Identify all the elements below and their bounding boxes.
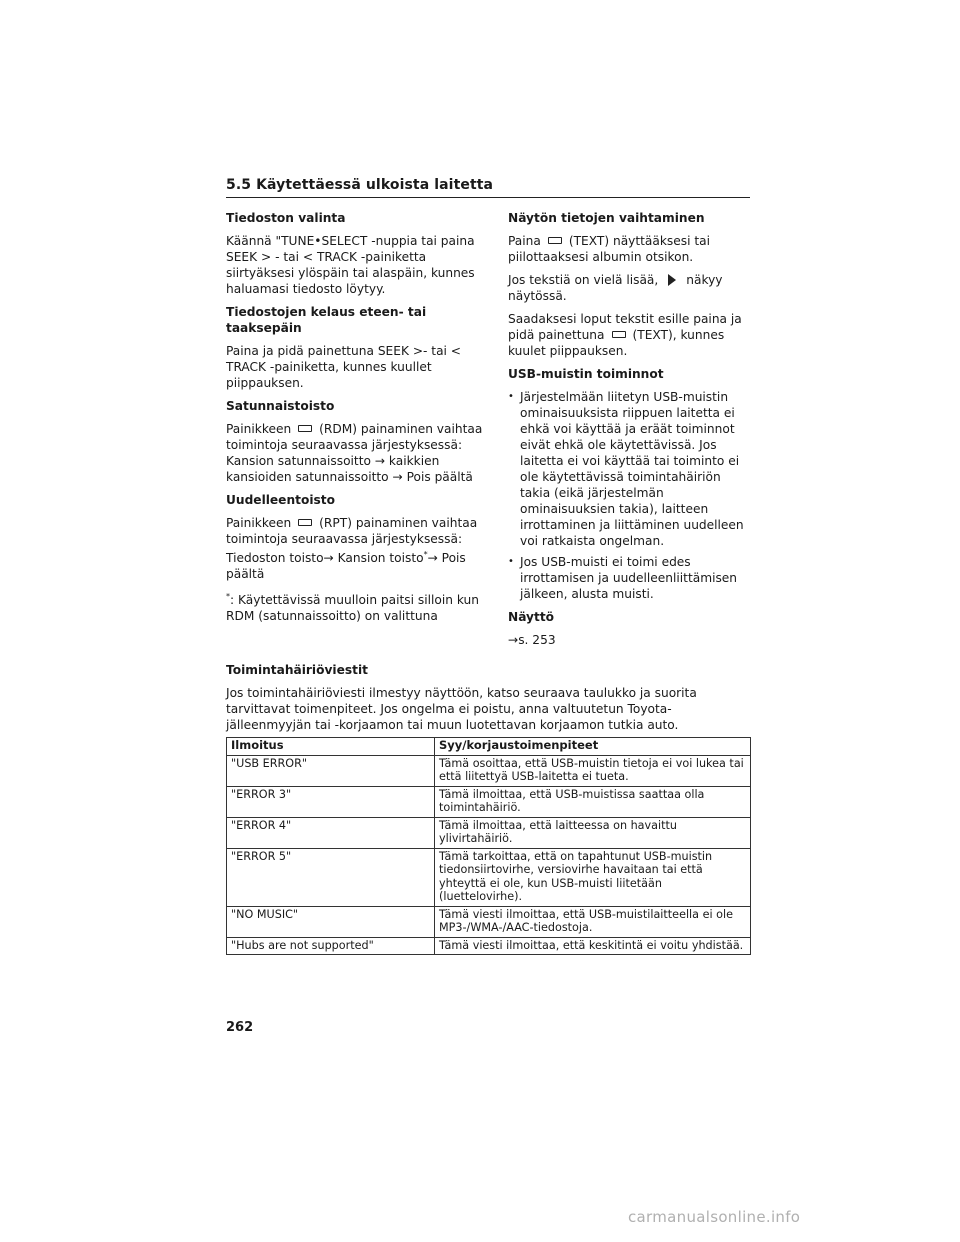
errors-heading: Toimintahäiriöviestit xyxy=(226,663,368,677)
display-info-p2-before: Jos tekstiä on vielä lisää, xyxy=(508,273,659,287)
display-info-p1-before: Paina xyxy=(508,234,541,248)
usb-heading: USB-muistin toiminnot xyxy=(508,367,664,381)
left-column xyxy=(226,210,488,631)
text-button-icon xyxy=(612,331,626,338)
table-row xyxy=(227,786,751,817)
table-row xyxy=(227,906,751,937)
footnote xyxy=(226,589,488,624)
message-cell: "NO MUSIC" xyxy=(227,906,435,937)
error-messages-table xyxy=(226,737,751,955)
cause-cell: Tämä ilmoittaa, että USB-muistissa saattaa olla toimintahäiriö. xyxy=(435,786,751,817)
cause-cell: Tämä viesti ilmoittaa, että keskitintä ei voitu yhdistää. xyxy=(435,937,751,955)
cause-cell: Tämä tarkoittaa, että on tapahtunut USB-muistin tiedonsiirtovirhe, versiovirhe havaitaan tai että yhteyttä ei ole, kun USB-muisti liitetään (luettelovirhe). xyxy=(435,848,751,906)
repeat-text-before: Painikkeen xyxy=(226,516,292,530)
display-info-p1 xyxy=(508,233,753,265)
display-page-reference: →s. 253 xyxy=(508,633,556,647)
random-text xyxy=(226,421,488,485)
random-heading: Satunnaistoisto xyxy=(226,399,335,413)
repeat-text-after: (RPT) painaminen vaihtaa toimintoja seuraavassa järjestyksessä: Tiedoston toisto→ Kansion toisto xyxy=(226,516,478,566)
repeat-asterisk: * xyxy=(423,550,428,559)
more-text-arrow-icon xyxy=(668,274,676,286)
display-info-p3-after: (TEXT), kunnes kuulet piippauksen. xyxy=(508,328,725,358)
list-item: • Jos USB-muisti ei toimi edes irrottamisen ja uudelleenliittämisen jälkeen, alusta muisti. xyxy=(508,554,753,602)
repeat-text xyxy=(226,515,488,582)
display-info-p3 xyxy=(508,311,753,359)
display-info-heading: Näytön tietojen vaihtaminen xyxy=(508,211,705,225)
right-column xyxy=(508,210,753,655)
display-heading: Näyttö xyxy=(508,610,555,624)
fast-forward-heading: Tiedostojen kelaus eteen- tai taaksepäin xyxy=(226,305,427,335)
file-select-heading: Tiedoston valinta xyxy=(226,211,346,225)
fast-forward-text: Paina ja pidä painettuna SEEK >- tai < TRACK -painiketta, kunnes kuullet piippauksen. xyxy=(226,344,462,390)
repeat-heading: Uudelleentoisto xyxy=(226,493,335,507)
cause-cell: Tämä ilmoittaa, että laitteessa on havaittu ylivirtahäiriö. xyxy=(435,817,751,848)
errors-section xyxy=(226,662,752,740)
column-header-message: Ilmoitus xyxy=(227,738,435,756)
table-row xyxy=(227,817,751,848)
table-header-row xyxy=(227,738,751,756)
cause-cell: Tämä viesti ilmoittaa, että USB-muistilaitteella ei ole MP3-/WMA-/AAC-tiedostoja. xyxy=(435,906,751,937)
file-select-text: Käännä "TUNE•SELECT -nuppia tai paina SEEK > - tai < TRACK -painiketta siirtyäksesi ylöspäin tai alaspäin, kunnes haluamasi tiedosto löytyy. xyxy=(226,234,475,296)
footnote-mark: * xyxy=(226,592,230,602)
table-row xyxy=(227,937,751,955)
table-row xyxy=(227,755,751,786)
random-text-before: Painikkeen xyxy=(226,422,292,436)
display-info-p2 xyxy=(508,272,753,304)
list-item: • Järjestelmään liitetyn USB-muistin ominaisuuksista riippuen laitetta ei ehkä voi käyttää ja eräät toiminnot eivät ehkä ole käytettävissä. Jos laitetta ei voi käyttää tai toiminto ei ole käytettävissä toimintahäiriön takia (eikä järjestelmän ominaisuuksien takia), laitteen irrottaminen ja liittäminen uudelleen voi ratkaista ongelman. xyxy=(508,389,753,549)
usb-bullet-list xyxy=(508,389,753,602)
random-text-after: (RDM) painaminen vaihtaa toimintoja seuraavassa järjestyksessä: Kansion satunnaissoitto → kaikkien kansioiden satunnaissoitto → Pois päältä xyxy=(226,422,483,484)
text-button-icon xyxy=(548,237,562,244)
repeat-text-end: → Pois päältä xyxy=(226,551,466,582)
cause-cell: Tämä osoittaa, että USB-muistin tietoja ei voi lukea tai että liitettyä USB-laitetta ei tueta. xyxy=(435,755,751,786)
watermark: carmanualsonline.info xyxy=(628,1208,801,1226)
message-cell: "USB ERROR" xyxy=(227,755,435,786)
errors-intro: Jos toimintahäiriöviesti ilmestyy näyttöön, katso seuraava taulukko ja suorita tarvittavat toimenpiteet. Jos ongelma ei poistu, anna valtuutetun Toyota-jälleenmyyjän tai -korjaamon tai muun luotettavan korjaamon tutkia auto. xyxy=(226,686,697,732)
display-info-p3-before: Saadaksesi loput tekstit esille paina ja pidä painettuna xyxy=(508,312,742,342)
page-number: 262 xyxy=(226,1020,254,1035)
message-cell: "ERROR 3" xyxy=(227,786,435,817)
message-cell: "ERROR 4" xyxy=(227,817,435,848)
section-header: 5.5 Käytettäessä ulkoista laitetta xyxy=(226,177,750,198)
table-row xyxy=(227,848,751,906)
message-cell: "ERROR 5" xyxy=(227,848,435,906)
footnote-text: : Käytettävissä muulloin paitsi silloin kun RDM (satunnaissoitto) on valittuna xyxy=(226,593,479,624)
display-info-p1-after: (TEXT) näyttääksesi tai piilottaaksesi albumin otsikon. xyxy=(508,234,711,264)
message-cell: "Hubs are not supported" xyxy=(227,937,435,955)
display-info-p2-after: näkyy näytössä. xyxy=(508,273,723,303)
rdm-button-icon xyxy=(298,425,312,432)
rpt-button-icon xyxy=(298,519,312,526)
column-header-cause: Syy/korjaustoimenpiteet xyxy=(435,738,751,756)
